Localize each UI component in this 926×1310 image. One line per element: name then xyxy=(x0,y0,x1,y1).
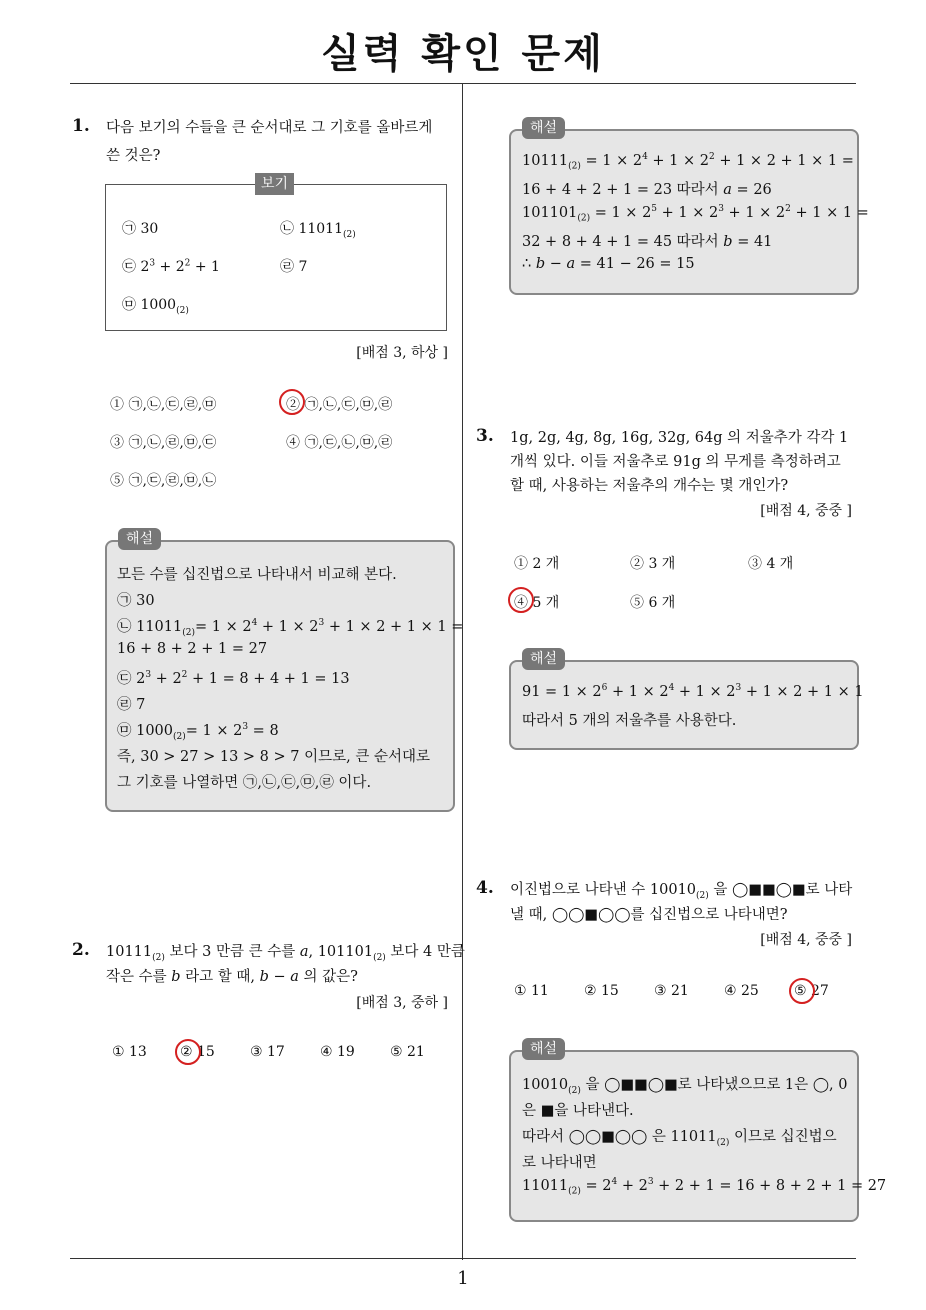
q3-choice-4[interactable]: ④ 5 개 xyxy=(514,595,560,611)
q3-number: 3. xyxy=(476,426,494,446)
q4-choice-5[interactable]: ⑤ 27 xyxy=(794,983,829,999)
q2-text-line1: $10111_{(2)}$ 보다 3 만큼 큰 수를 a, $101101_{(2)}$ 보다 4 만큼 xyxy=(106,944,465,963)
q4-answer-mark xyxy=(789,978,815,1004)
q1-sol-line1: 모든 수를 십진법으로 나타내서 비교해 본다. xyxy=(117,567,397,583)
q4-sol-line2: 은 ■을 나타낸다. xyxy=(522,1103,634,1119)
q4-sol-line5: $11011_{(2)} = 2^4 + 2^3 + 2 + 1 = 16 + 8 + 2 + 1 = 27$ xyxy=(522,1177,887,1197)
q1-sol-line4: 16 + 8 + 2 + 1 = 27 xyxy=(117,641,268,657)
q1-answer-mark xyxy=(279,389,305,415)
q4-choice-1[interactable]: ① 11 xyxy=(514,983,549,999)
q4-number: 4. xyxy=(476,878,494,898)
q4-sol-line4: 로 나타내면 xyxy=(522,1155,597,1171)
q2-choice-2[interactable]: ② 15 xyxy=(180,1044,215,1060)
q3-solution-box xyxy=(509,660,859,750)
q1-sol-line8: 즉, 30 > 27 > 13 > 8 > 7 이므로, 큰 순서대로 xyxy=(117,749,430,765)
bogi-item-1: ㉠ 30 xyxy=(122,221,159,237)
q2-choice-5[interactable]: ⑤ 21 xyxy=(390,1044,425,1060)
q3-answer-mark xyxy=(508,587,534,613)
q1-sol-line9: 그 기호를 나열하면 ㉠,㉡,㉢,㉤,㉣ 이다. xyxy=(117,775,372,791)
top-divider xyxy=(70,83,856,84)
q2-sol-line2: 16 + 4 + 2 + 1 = 23 따라서 a = 26 xyxy=(522,182,772,198)
q4-solution-label: 해설 xyxy=(522,1038,565,1060)
bogi-item-5: ㉤ $1000_{(2)}$ xyxy=(122,297,189,316)
bogi-label: 보기 xyxy=(255,173,294,195)
q3-choice-1[interactable]: ① 2 개 xyxy=(514,556,560,572)
q3-text-line3: 할 때, 사용하는 저울추의 개수는 몇 개인가? xyxy=(510,478,789,494)
q3-text-line2: 개씩 있다. 이들 저울추로 91g 의 무게를 측정하려고 xyxy=(510,454,841,470)
q4-choice-3[interactable]: ③ 21 xyxy=(654,983,689,999)
q3-choice-5[interactable]: ⑤ 6 개 xyxy=(630,595,676,611)
bogi-item-4: ㉣ 7 xyxy=(280,259,308,275)
q1-sol-line3: ㉡ $11011_{(2)}= 1 \times 2^4 + 1 \times 2^3 + 1 \times 2 + 1 \times 1$ = xyxy=(117,618,464,638)
q4-choice-2[interactable]: ② 15 xyxy=(584,983,619,999)
q1-choice-1[interactable]: ① ㉠,㉡,㉢,㉣,㉤ xyxy=(110,397,217,413)
q4-sol-line3: 따라서 ◯◯■◯◯ 은 $11011_{(2)}$ 이므로 십진법으 xyxy=(522,1129,837,1148)
q1-score: [배점 3, 하상 ] xyxy=(356,345,448,361)
q2-choice-4[interactable]: ④ 19 xyxy=(320,1044,355,1060)
q2-sol-line1: $10111_{(2)} = 1 \times 2^4 + 1 \times 2^2 + 1 \times 2 + 1 \times 1$ = xyxy=(522,152,854,172)
q1-choice-5[interactable]: ⑤ ㉠,㉢,㉣,㉤,㉡ xyxy=(110,473,217,489)
q2-sol-line5: ∴ b − a = 41 − 26 = 15 xyxy=(522,256,695,272)
page-title: 실력 확인 문제 xyxy=(321,31,605,77)
q2-answer-mark xyxy=(175,1039,201,1065)
q1-text-line2: 쓴 것은? xyxy=(106,148,161,164)
bottom-divider xyxy=(70,1258,856,1259)
q4-choice-4[interactable]: ④ 25 xyxy=(724,983,759,999)
q2-number: 2. xyxy=(72,940,90,960)
q2-choice-3[interactable]: ③ 17 xyxy=(250,1044,285,1060)
q2-text-line2: 작은 수를 b 라고 할 때, b − a 의 값은? xyxy=(106,969,358,985)
q4-text-line2: 낼 때, ◯◯■◯◯를 십진법으로 나타내면? xyxy=(510,907,788,923)
q1-solution-label: 해설 xyxy=(118,528,161,550)
q2-sol-line3: $101101_{(2)} = 1 \times 2^5 + 1 \times 2^3 + 1 \times 2^2 + 1 \times 1$ = xyxy=(522,204,869,224)
bogi-item-3: ㉢ $2^3 + 2^2 + 1$ xyxy=(122,258,220,275)
q1-choice-2[interactable]: ② ㉠,㉡,㉢,㉤,㉣ xyxy=(286,397,393,413)
bogi-item-2: ㉡ $11011_{(2)}$ xyxy=(280,221,356,240)
q1-sol-line2: ㉠ 30 xyxy=(117,593,155,609)
q1-sol-line5: ㉢ $2^3 + 2^2 + 1 = 8 + 4 + 1 = 13$ xyxy=(117,670,350,687)
page-number: 1 xyxy=(457,1268,469,1289)
q3-score: [배점 4, 중중 ] xyxy=(760,503,852,519)
q1-text-line1: 다음 보기의 수들을 큰 순서대로 그 기호를 올바르게 xyxy=(106,120,433,136)
q4-score: [배점 4, 중중 ] xyxy=(760,932,852,948)
column-divider xyxy=(462,84,463,1260)
q1-number: 1. xyxy=(72,116,90,136)
q1-sol-line7: ㉤ $1000_{(2)}= 1 \times 2^3 = 8$ xyxy=(117,722,279,742)
q3-sol-line1: $91 = 1 \times 2^6 + 1 \times 2^4 + 1 \times 2^3 + 1 \times 2 + 1 \times 1$ xyxy=(522,683,864,700)
q3-choice-2[interactable]: ② 3 개 xyxy=(630,556,676,572)
q1-sol-line6: ㉣ 7 xyxy=(117,697,146,713)
q4-text-line1: 이진법으로 나타낸 수 $10010_{(2)}$ 을 ◯■■◯■로 나타 xyxy=(510,882,853,901)
q3-choice-3[interactable]: ③ 4 개 xyxy=(748,556,794,572)
q2-sol-line4: 32 + 8 + 4 + 1 = 45 따라서 b = 41 xyxy=(522,234,773,250)
q3-solution-label: 해설 xyxy=(522,648,565,670)
q1-choice-3[interactable]: ③ ㉠,㉡,㉣,㉤,㉢ xyxy=(110,435,217,451)
q2-choice-1[interactable]: ① 13 xyxy=(112,1044,147,1060)
q2-solution-label: 해설 xyxy=(522,117,565,139)
q3-sol-line2: 따라서 5 개의 저울추를 사용한다. xyxy=(522,713,737,729)
q4-sol-line1: $10010_{(2)}$ 을 ◯■■◯■로 나타냈으므로 1은 ◯, 0 xyxy=(522,1077,848,1096)
q2-score: [배점 3, 중하 ] xyxy=(356,995,448,1011)
q1-choice-4[interactable]: ④ ㉠,㉢,㉡,㉤,㉣ xyxy=(286,435,393,451)
q3-text-line1: 1g, 2g, 4g, 8g, 16g, 32g, 64g 의 저울추가 각각 1 xyxy=(510,430,849,446)
